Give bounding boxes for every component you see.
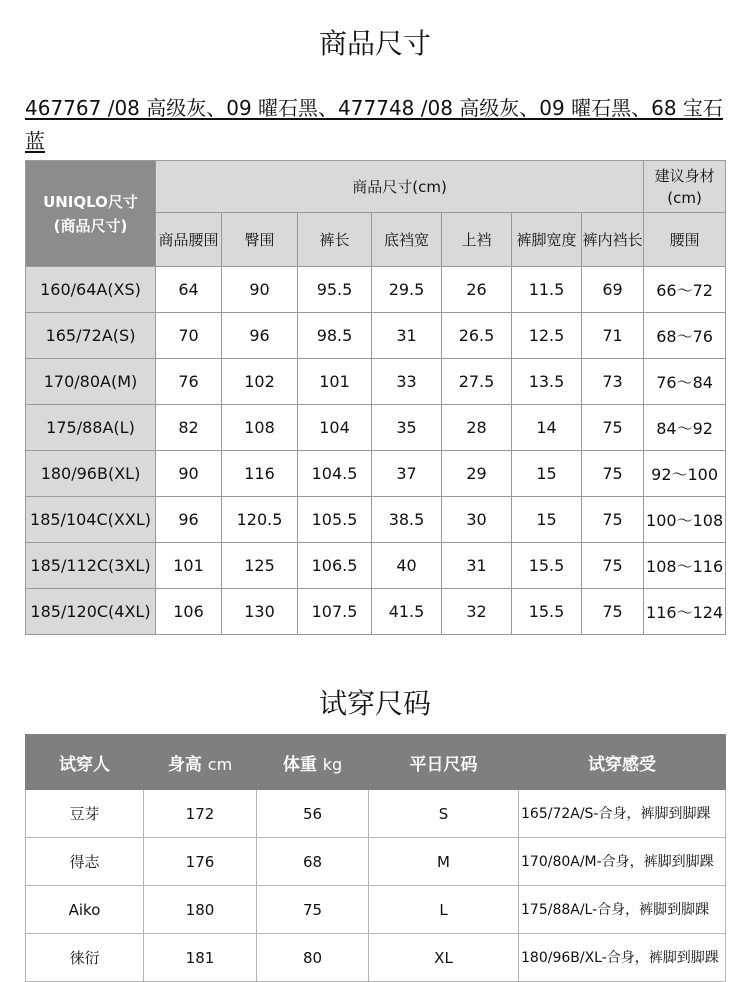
- tryon-row: [26, 790, 726, 838]
- measurement-cell: 75: [582, 405, 644, 451]
- size-section-title: 商品尺寸: [318, 27, 431, 60]
- col-header: 上裆: [442, 213, 512, 267]
- height-cell: 181: [144, 934, 257, 982]
- measurement-cell: 64: [156, 267, 222, 313]
- measurement-cell: 26.5: [442, 313, 512, 359]
- tryon-row: [26, 886, 726, 934]
- col-header: 裤内裆长: [582, 213, 644, 267]
- measurement-cell: 90: [222, 267, 298, 313]
- size-label-cell: 165/72A(S): [26, 313, 156, 359]
- size-row: [26, 589, 726, 635]
- measurement-cell: 40: [372, 543, 442, 589]
- height-cell: 180: [144, 886, 257, 934]
- col-header: 臀围: [222, 213, 298, 267]
- measurement-cell: 38.5: [372, 497, 442, 543]
- measurement-cell: 106: [156, 589, 222, 635]
- measurement-cell: 105.5: [298, 497, 372, 543]
- weight-cell: 75: [257, 886, 369, 934]
- size-label-cell: 185/112C(3XL): [26, 543, 156, 589]
- usual-size-cell: M: [369, 838, 519, 886]
- weight-cell: 68: [257, 838, 369, 886]
- measurement-cell: 33: [372, 359, 442, 405]
- suggested-waist-cell: 76～84: [644, 359, 726, 405]
- measurement-cell: 30: [442, 497, 512, 543]
- measurement-cell: 130: [222, 589, 298, 635]
- measurement-cell: 95.5: [298, 267, 372, 313]
- measurement-cell: 32: [442, 589, 512, 635]
- height-cell: 176: [144, 838, 257, 886]
- measurement-cell: 101: [298, 359, 372, 405]
- measurement-cell: 76: [156, 359, 222, 405]
- size-label-cell: 180/96B(XL): [26, 451, 156, 497]
- measurement-cell: 116: [222, 451, 298, 497]
- person-name-cell: Aiko: [26, 886, 144, 934]
- suggested-waist-cell: 68～76: [644, 313, 726, 359]
- measurement-cell: 71: [582, 313, 644, 359]
- measurement-cell: 27.5: [442, 359, 512, 405]
- measurement-cell: 107.5: [298, 589, 372, 635]
- usual-size-header: 平日尺码: [369, 735, 519, 790]
- measurement-cell: 75: [582, 451, 644, 497]
- measurement-cell: 98.5: [298, 313, 372, 359]
- weight-header: [257, 735, 369, 790]
- product-codes: 467767 /08 高级灰、09 曜石黑、477748 /08 高级灰、09 曜石黑、68 宝石蓝: [25, 96, 723, 153]
- suggested-body-header: [644, 161, 726, 213]
- measurement-cell: 31: [442, 543, 512, 589]
- measurement-cell: 15.5: [512, 543, 582, 589]
- weight-unit: kg: [322, 754, 343, 774]
- measurement-cell: 37: [372, 451, 442, 497]
- suggested-waist-cell: 100～108: [644, 497, 726, 543]
- size-label-cell: 170/80A(M): [26, 359, 156, 405]
- suggested-waist-cell: 92～100: [644, 451, 726, 497]
- measurement-cell: 15.5: [512, 589, 582, 635]
- usual-size-cell: S: [369, 790, 519, 838]
- measurement-cell: 82: [156, 405, 222, 451]
- person-name-cell: 徕衍: [26, 934, 144, 982]
- size-row: [26, 313, 726, 359]
- suggested-waist-cell: 66～72: [644, 267, 726, 313]
- measurement-cell: 101: [156, 543, 222, 589]
- measurement-cell: 26: [442, 267, 512, 313]
- measurement-cell: 96: [222, 313, 298, 359]
- size-label-cell: 175/88A(L): [26, 405, 156, 451]
- suggested-body-unit: (cm): [667, 188, 702, 207]
- measurement-cell: 102: [222, 359, 298, 405]
- measurement-cell: 29.5: [372, 267, 442, 313]
- suggested-waist-cell: 108～116: [644, 543, 726, 589]
- usual-size-cell: L: [369, 886, 519, 934]
- person-name-cell: 得志: [26, 838, 144, 886]
- size-row: [26, 497, 726, 543]
- measurement-cell: 75: [582, 497, 644, 543]
- measurement-cell: 14: [512, 405, 582, 451]
- height-cell: 172: [144, 790, 257, 838]
- usual-size-cell: XL: [369, 934, 519, 982]
- measurement-cell: 29: [442, 451, 512, 497]
- weight-label: 体重: [282, 754, 317, 775]
- measurement-cell: 96: [156, 497, 222, 543]
- tryon-header-row: [26, 735, 726, 790]
- measurement-cell: 120.5: [222, 497, 298, 543]
- product-size-paren-label: (商品尺寸): [53, 216, 128, 235]
- measurement-cell: 31: [372, 313, 442, 359]
- measurement-cell: 41.5: [372, 589, 442, 635]
- tryon-table: [25, 734, 726, 982]
- feeling-cell: 180/96B/XL-合身，裤脚到脚踝: [519, 934, 726, 982]
- weight-cell: 80: [257, 934, 369, 982]
- measurement-cell: 70: [156, 313, 222, 359]
- measurement-cell: 13.5: [512, 359, 582, 405]
- tryon-row: [26, 838, 726, 886]
- measurement-cell: 75: [582, 543, 644, 589]
- measurement-cell: 15: [512, 451, 582, 497]
- measurement-cell: 12.5: [512, 313, 582, 359]
- measurement-cell: 125: [222, 543, 298, 589]
- measurement-cell: 35: [372, 405, 442, 451]
- height-label: 身高: [167, 754, 202, 775]
- size-row: [26, 359, 726, 405]
- tryon-section-title: 试穿尺码: [318, 687, 431, 720]
- feeling-header: 试穿感受: [519, 735, 726, 790]
- size-label-cell: 185/120C(4XL): [26, 589, 156, 635]
- measurement-cell: 69: [582, 267, 644, 313]
- col-header: 商品腰围: [156, 213, 222, 267]
- product-size-cm-header: 商品尺寸(cm): [156, 161, 644, 213]
- suggested-waist-cell: 84～92: [644, 405, 726, 451]
- suggested-body-label: 建议身材: [654, 166, 715, 185]
- size-row: [26, 451, 726, 497]
- measurement-cell: 104: [298, 405, 372, 451]
- col-header: 裤脚宽度: [512, 213, 582, 267]
- size-label-cell: 185/104C(XXL): [26, 497, 156, 543]
- feeling-cell: 165/72A/S-合身，裤脚到脚踝: [519, 790, 726, 838]
- height-header: [144, 735, 257, 790]
- weight-cell: 56: [257, 790, 369, 838]
- size-label-cell: 160/64A(XS): [26, 267, 156, 313]
- measurement-cell: 108: [222, 405, 298, 451]
- measurement-cell: 15: [512, 497, 582, 543]
- size-row: [26, 405, 726, 451]
- feeling-cell: 175/88A/L-合身，裤脚到脚踝: [519, 886, 726, 934]
- person-header: 试穿人: [26, 735, 144, 790]
- measurement-cell: 11.5: [512, 267, 582, 313]
- measurement-cell: 28: [442, 405, 512, 451]
- uniqlo-size-label: UNIQLO尺寸: [43, 192, 138, 211]
- col-header: 裤长: [298, 213, 372, 267]
- measurement-cell: 106.5: [298, 543, 372, 589]
- measurement-cell: 75: [582, 589, 644, 635]
- size-row: [26, 267, 726, 313]
- size-header-row-1: [26, 161, 726, 213]
- measurement-cell: 104.5: [298, 451, 372, 497]
- person-name-cell: 豆芽: [26, 790, 144, 838]
- suggested-waist-cell: 116～124: [644, 589, 726, 635]
- size-table: [25, 160, 726, 635]
- waist-header: 腰围: [644, 213, 726, 267]
- height-unit: cm: [207, 754, 233, 774]
- col-header: 底裆宽: [372, 213, 442, 267]
- tryon-row: [26, 934, 726, 982]
- measurement-cell: 90: [156, 451, 222, 497]
- uniqlo-size-header: [26, 161, 156, 267]
- measurement-cell: 73: [582, 359, 644, 405]
- size-row: [26, 543, 726, 589]
- feeling-cell: 170/80A/M-合身，裤脚到脚踝: [519, 838, 726, 886]
